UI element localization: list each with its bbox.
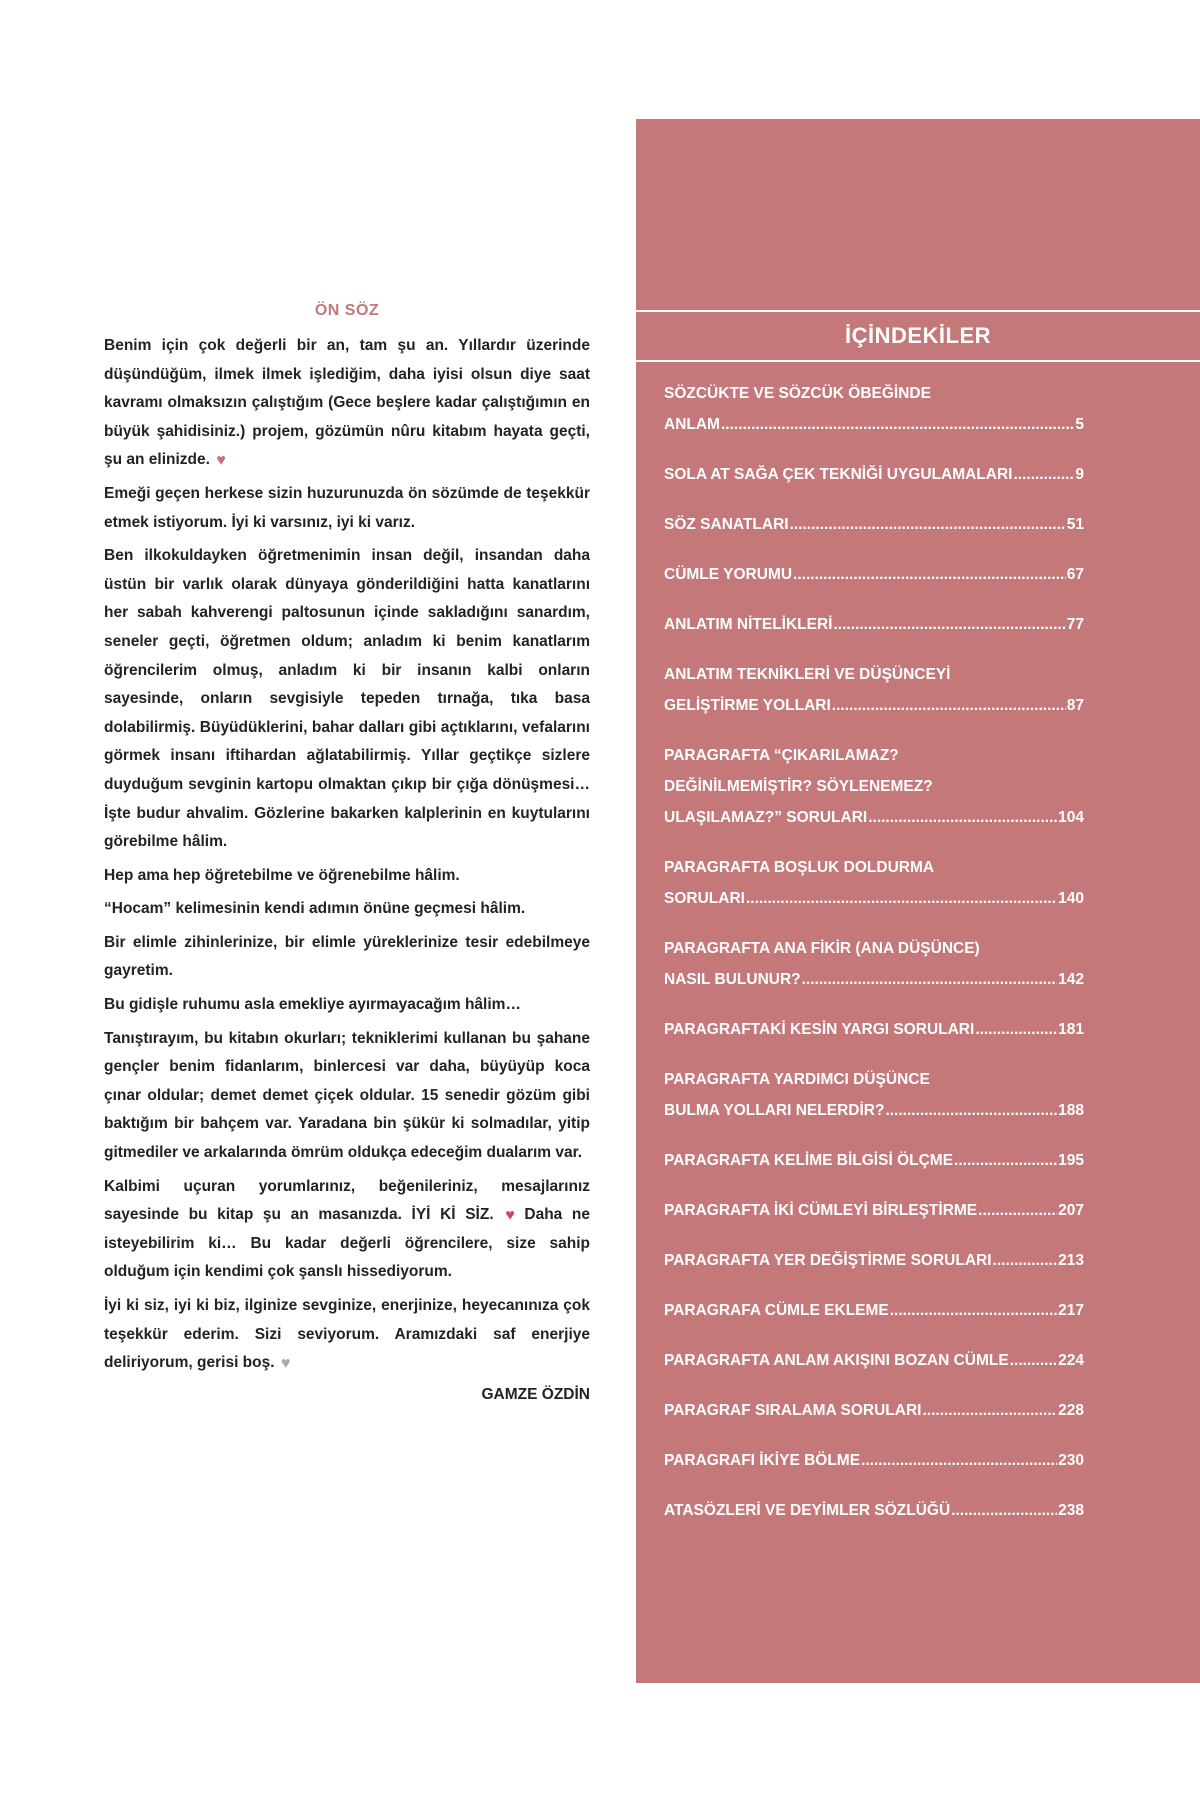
toc-entry-title: PARAGRAF SIRALAMA SORULARI xyxy=(664,1402,922,1419)
dot-leader xyxy=(885,1095,1057,1126)
foreword-paragraph: Bu gidişle ruhumu asla emekliye ayırmayacağım hâlim… xyxy=(104,996,521,1014)
toc-entry[interactable] xyxy=(664,1495,1084,1526)
toc-page-number: 51 xyxy=(1066,516,1084,533)
toc-entry[interactable] xyxy=(664,659,1084,721)
toc-entry[interactable] xyxy=(664,933,1084,995)
toc-entry-line: PARAGRAFTA YARDIMCI DÜŞÜNCE xyxy=(664,1071,930,1088)
toc-entry-title: ULAŞILAMAZ?” SORULARI xyxy=(664,809,868,826)
dot-leader xyxy=(721,409,1074,440)
toc-entry-line: PARAGRAFTA BOŞLUK DOLDURMA xyxy=(664,859,935,876)
foreword-paragraph: Tanıştırayım, bu kitabın okurları; tekniklerimi kullanan bu şahane gençler benim fidanlarım, binlercesi var daha, büyüyüp koca çınar oldular; demet demet çiçek oldular. 15 senedir gözüm gibi baktığım bir bahçem var. Yaradana bin şükür ki solmadılar, yitip gitmediler ve arkalarında ömrüm oldukça edeceğim dualarım var. xyxy=(104,1029,590,1162)
toc-entry-title: PARAGRAFTA YER DEĞİŞTİRME SORULARI xyxy=(664,1252,992,1269)
toc-entry[interactable] xyxy=(664,1295,1084,1326)
dot-leader xyxy=(790,509,1066,540)
foreword-paragraph: “Hocam” kelimesinin kendi adımın önüne geçmesi hâlim. xyxy=(104,900,526,918)
toc-entry-title: PARAGRAFTAKİ KESİN YARGI SORULARI xyxy=(664,1021,975,1038)
toc-page-number: 207 xyxy=(1058,1202,1084,1219)
toc-entry-title: NASIL BULUNUR? xyxy=(664,971,801,988)
toc-entry-row xyxy=(664,690,1084,721)
foreword-paragraph: Ben ilkokuldayken öğretmenimin insan değil, insandan daha üstün bir varlık olarak dünyaya gönderildiğini hatta kanatlarını her sabah kahverengi paltosunun içinde sakladığını sanardım, seneler geçti, öğretmen oldum; anladım ki benim kanatlarım öğrencilerim olmuş, anladım ki bir insanın kalbi onların sayesinde, onların sevgisiyle tepeden tırnağa, tıka basa dolabilirmiş. Büyüdüklerini, bahar dalları gibi açtıklarını, vefalarını görmek insanı iftihardan ağlatabilirmiş. Yıllar geçtikçe sizlere duyduğum sevginin kartopu olmaktan çıkıp bir çığa dönüşmesi… İşte budur ahvalim. Gözlerine bakarken kalplerinin en kuytularını görebilme hâlim. xyxy=(104,547,590,851)
toc-entry[interactable] xyxy=(664,1445,1084,1476)
toc-entry-line: ANLATIM TEKNİKLERİ VE DÜŞÜNCEYİ xyxy=(664,666,951,683)
dot-leader xyxy=(1013,459,1074,490)
dot-leader xyxy=(861,1445,1057,1476)
toc-list xyxy=(664,378,1084,1545)
toc-entry-row xyxy=(664,459,1084,490)
toc-entry-row xyxy=(664,609,1084,640)
toc-title: İÇİNDEKİLER xyxy=(844,323,992,348)
toc-entry-row xyxy=(664,1145,1084,1176)
toc-entry-row xyxy=(664,1345,1084,1376)
toc-entry-title: SÖZ SANATLARI xyxy=(664,516,789,533)
foreword-paragraph xyxy=(104,1173,590,1287)
dot-leader xyxy=(993,1245,1058,1276)
toc-entry-title: PARAGRAFTA İKİ CÜMLEYİ BİRLEŞTİRME xyxy=(664,1202,978,1219)
toc-entry-title: PARAGRAFTA ANLAM AKIŞINI BOZAN CÜMLE xyxy=(664,1352,1009,1369)
toc-entry-line: DEĞİNİLMEMİŞTİR? SÖYLENEMEZ? xyxy=(664,778,933,795)
toc-page-number: 228 xyxy=(1058,1402,1084,1419)
toc-entry-title: ATASÖZLERİ VE DEYİMLER SÖZLÜĞÜ xyxy=(664,1502,951,1519)
dot-leader xyxy=(978,1195,1057,1226)
toc-page-number: 67 xyxy=(1066,566,1084,583)
dot-leader xyxy=(833,609,1065,640)
toc-entry-row xyxy=(664,1195,1084,1226)
heart-icon: ♥ xyxy=(216,452,226,470)
toc-page-number: 9 xyxy=(1075,466,1084,483)
toc-entry[interactable] xyxy=(664,1395,1084,1426)
foreword-paragraph-text: Daha ne isteyebilirim ki… Bu kadar değerli öğrencilere, size sahip olduğum için kendimi çok şanslı hissediyorum. xyxy=(104,1206,590,1281)
toc-entry[interactable] xyxy=(664,1345,1084,1376)
toc-page-number: 217 xyxy=(1058,1302,1084,1319)
divider xyxy=(636,310,1200,312)
dot-leader xyxy=(832,690,1066,721)
heart-icon: ♥ xyxy=(505,1207,515,1225)
toc-entry[interactable] xyxy=(664,378,1084,440)
dot-leader xyxy=(793,559,1066,590)
toc-entry-title: SOLA AT SAĞA ÇEK TEKNİĞİ UYGULAMALARI xyxy=(664,466,1013,483)
toc-entry[interactable] xyxy=(664,1145,1084,1176)
foreword-paragraph-text: Kalbimi uçuran yorumlarınız, beğenileriniz, mesajlarınız sayesinde bu kitap şu an masanızda. xyxy=(104,1177,590,1224)
toc-entry-title: PARAGRAFTA KELİME BİLGİSİ ÖLÇME xyxy=(664,1152,954,1169)
toc-entry-row xyxy=(664,1445,1084,1476)
foreword-paragraph-text: İyi ki siz, iyi ki biz, ilginize sevginize, enerjinize, heyecanınıza çok teşekkür ederim. Sizi seviyorum. Aramızdaki saf enerjiye deliriyorum, gerisi boş. xyxy=(104,1297,590,1372)
toc-page-number: 224 xyxy=(1058,1352,1084,1369)
toc-entry-row xyxy=(664,559,1084,590)
toc-entry-line: PARAGRAFTA “ÇIKARILAMAZ? xyxy=(664,747,899,764)
toc-entry-title: GELİŞTİRME YOLLARI xyxy=(664,697,831,714)
foreword-paragraph-text: Benim için çok değerli bir an, tam şu an. Yıllardır üzerinde düşündüğüm, ilmek ilmek işlediğim, daha iyisi olsun diye saat kavramı olmaksızın çalıştığım (Gece beşlere kadar çalıştığımın en büyük şahidisiniz.) projem, gözümün nûru kitabım hayata geçti, şu an elinizde. xyxy=(104,337,590,469)
toc-page-number: 188 xyxy=(1058,1102,1084,1119)
foreword-paragraph xyxy=(104,332,590,475)
toc-entry[interactable] xyxy=(664,559,1084,590)
toc-entry[interactable] xyxy=(664,1195,1084,1226)
dot-leader xyxy=(802,964,1058,995)
toc-page-number: 104 xyxy=(1058,809,1084,826)
toc-entry-title: SORULARI xyxy=(664,890,745,907)
toc-entry-title: BULMA YOLLARI NELERDİR? xyxy=(664,1102,885,1119)
toc-page-number: 195 xyxy=(1058,1152,1084,1169)
toc-entry-title: PARAGRAFI İKİYE BÖLME xyxy=(664,1452,861,1469)
dot-leader xyxy=(951,1495,1057,1526)
foreword-paragraph: Hep ama hep öğretebilme ve öğrenebilme hâlim. xyxy=(104,866,460,884)
toc-entry[interactable] xyxy=(664,509,1084,540)
dot-leader xyxy=(975,1014,1057,1045)
toc-entry-row xyxy=(664,1014,1084,1045)
toc-entry-row xyxy=(664,509,1084,540)
foreword-title: ÖN SÖZ xyxy=(314,302,380,319)
author-signature: GAMZE ÖZDİN xyxy=(481,1385,590,1403)
toc-entry-title: ANLAM xyxy=(664,416,720,433)
toc-page-number: 87 xyxy=(1066,697,1084,714)
toc-entry-row xyxy=(664,964,1084,995)
toc-page-number: 142 xyxy=(1058,971,1084,988)
toc-entry-row xyxy=(664,1245,1084,1276)
foreword-paragraph: Emeği geçen herkese sizin huzurunuzda ön sözümde de teşekkür etmek istiyorum. İyi ki varsınız, iyi ki varız. xyxy=(104,484,590,531)
toc-entry-row xyxy=(664,1395,1084,1426)
toc-entry[interactable] xyxy=(664,1064,1084,1126)
foreword-paragraph: Bir elimle zihinlerinize, bir elimle yüreklerinize tesir edebilmeye gayretim. xyxy=(104,933,590,980)
dot-leader xyxy=(890,1295,1057,1326)
dot-leader xyxy=(922,1395,1057,1426)
toc-entry-line: SÖZCÜKTE VE SÖZCÜK ÖBEĞİNDE xyxy=(664,385,931,402)
toc-page-number: 213 xyxy=(1058,1252,1084,1269)
toc-entry-line: PARAGRAFTA ANA FİKİR (ANA DÜŞÜNCE) xyxy=(664,940,980,957)
toc-entry-row xyxy=(664,409,1084,440)
toc-entry-title: PARAGRAFA CÜMLE EKLEME xyxy=(664,1302,889,1319)
toc-entry[interactable] xyxy=(664,609,1084,640)
toc-entry-row xyxy=(664,1495,1084,1526)
toc-page-number: 238 xyxy=(1058,1502,1084,1519)
divider xyxy=(636,360,1200,362)
toc-entry[interactable] xyxy=(664,852,1084,914)
toc-entry-row xyxy=(664,802,1084,833)
foreword-paragraph xyxy=(104,1292,590,1378)
foreword-section xyxy=(104,302,590,1404)
dot-leader xyxy=(868,802,1057,833)
toc-entry-row xyxy=(664,1295,1084,1326)
toc-page-number: 230 xyxy=(1058,1452,1084,1469)
toc-entry[interactable] xyxy=(664,740,1084,833)
table-of-contents-panel xyxy=(636,119,1200,1683)
toc-page-number: 140 xyxy=(1058,890,1084,907)
dot-leader xyxy=(954,1145,1057,1176)
dot-leader xyxy=(746,883,1057,914)
toc-entry[interactable] xyxy=(664,459,1084,490)
toc-entry-row xyxy=(664,883,1084,914)
toc-page-number: 5 xyxy=(1075,416,1084,433)
toc-page-number: 77 xyxy=(1066,616,1084,633)
toc-page-number: 181 xyxy=(1058,1021,1084,1038)
toc-entry-title: CÜMLE YORUMU xyxy=(664,566,793,583)
foreword-emphasis: İYİ Kİ SİZ. xyxy=(411,1206,494,1224)
toc-entry-row xyxy=(664,1095,1084,1126)
toc-entry[interactable] xyxy=(664,1014,1084,1045)
toc-entry-title: ANLATIM NİTELİKLERİ xyxy=(664,616,833,633)
toc-entry[interactable] xyxy=(664,1245,1084,1276)
heart-icon: ♥ xyxy=(280,1355,291,1373)
dot-leader xyxy=(1010,1345,1057,1376)
